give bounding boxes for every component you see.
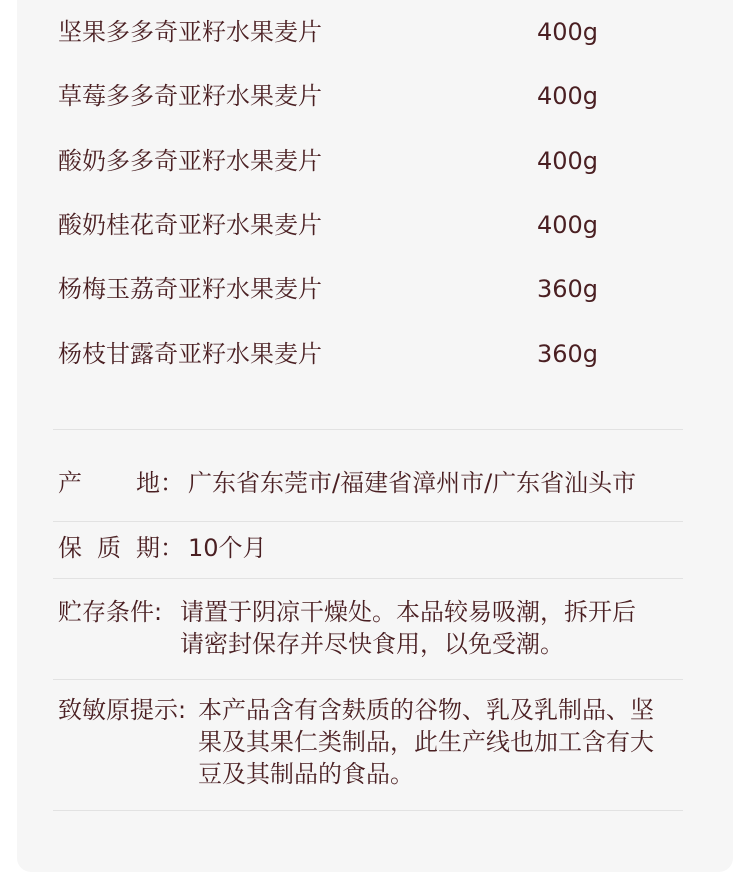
product-name: 坚果多多奇亚籽水果麦片: [58, 18, 322, 46]
divider: [53, 521, 683, 522]
product-row: [58, 76, 658, 116]
divider: [53, 429, 683, 430]
product-weight: 400g: [537, 147, 599, 175]
allergen-label: 致敏原提示:: [58, 696, 187, 724]
product-row: [58, 269, 658, 309]
storage-row: [58, 596, 698, 660]
storage-text: [180, 596, 636, 660]
storage-line: 请密封保存并尽快食用，以免受潮。: [180, 630, 564, 658]
product-row: [58, 141, 658, 181]
shelf-life-label-c: 期：: [136, 534, 184, 562]
product-weight: 400g: [537, 211, 599, 239]
origin-label-a: 产: [58, 469, 82, 497]
product-row: [58, 334, 658, 374]
origin-row: [58, 467, 698, 499]
shelf-life-label-b: 质: [97, 534, 121, 562]
shelf-life-value: 10个月: [188, 534, 267, 562]
allergen-text: [198, 694, 654, 790]
shelf-life-row: [58, 532, 698, 564]
product-name: 酸奶多多奇亚籽水果麦片: [58, 147, 322, 175]
storage-line: 请置于阴凉干燥处。本品较易吸潮，拆开后: [180, 598, 636, 626]
product-row: [58, 12, 658, 52]
product-name: 酸奶桂花奇亚籽水果麦片: [58, 211, 322, 239]
product-name: 草莓多多奇亚籽水果麦片: [58, 82, 322, 110]
product-weight: 360g: [537, 275, 599, 303]
product-weight: 400g: [537, 18, 599, 46]
divider: [53, 578, 683, 579]
shelf-life-label-a: 保: [58, 534, 82, 562]
product-weight: 400g: [537, 82, 599, 110]
storage-label: 贮存条件:: [58, 598, 163, 626]
allergen-row: [58, 694, 698, 790]
product-name: 杨枝甘露奇亚籽水果麦片: [58, 340, 322, 368]
product-row: [58, 205, 658, 245]
allergen-line: 本产品含有含麸质的谷物、乳及乳制品、坚: [198, 696, 654, 724]
divider: [53, 810, 683, 811]
allergen-line: 豆及其制品的食品。: [198, 760, 414, 788]
allergen-line: 果及其果仁类制品，此生产线也加工含有大: [198, 728, 654, 756]
origin-value: 广东省东莞市/福建省漳州市/广东省汕头市: [188, 469, 637, 497]
origin-label-b: 地：: [136, 469, 184, 497]
divider: [53, 679, 683, 680]
product-name: 杨梅玉荔奇亚籽水果麦片: [58, 275, 322, 303]
product-weight: 360g: [537, 340, 599, 368]
